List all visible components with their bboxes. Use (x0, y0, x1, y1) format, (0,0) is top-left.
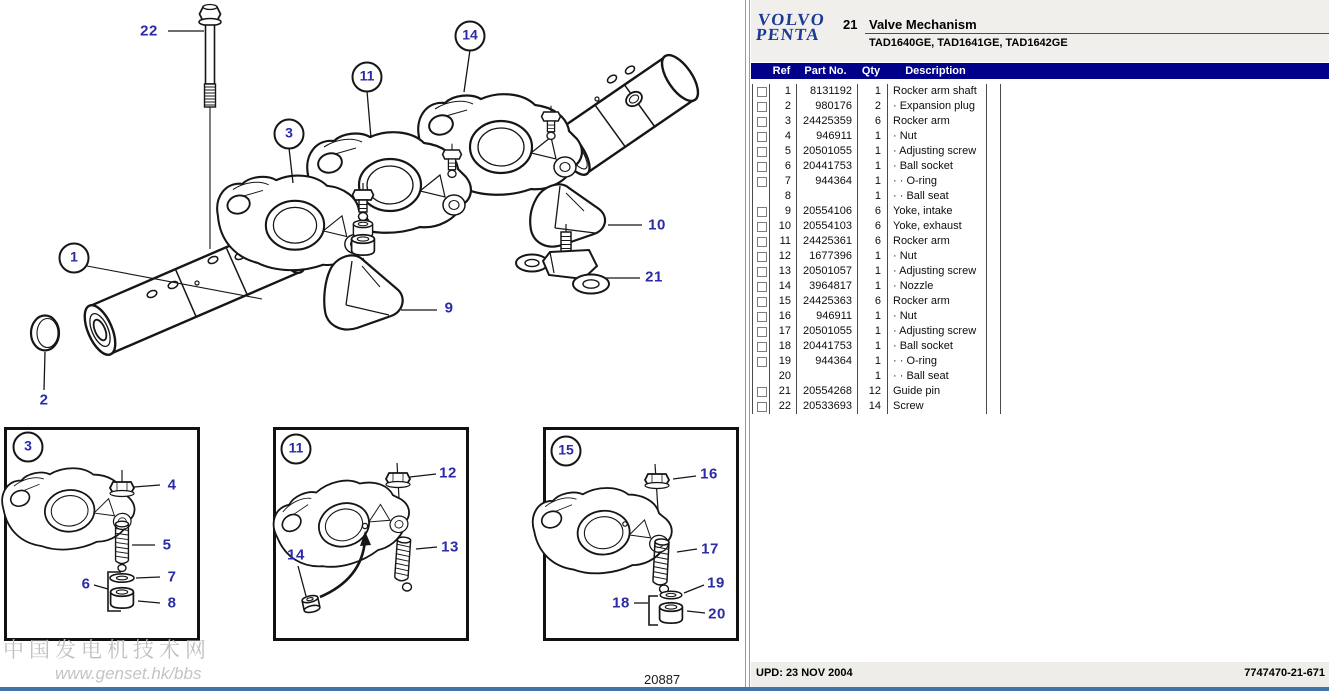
cell-part-no: 20501055 (797, 324, 858, 339)
cell-spacer (987, 309, 1001, 324)
cell-checkbox (753, 399, 770, 414)
detail-rocker-arm-3 (0, 462, 138, 608)
cell-description: · Nut (888, 129, 987, 144)
cell-description: · Adjusting screw (888, 144, 987, 159)
cell-part-no: 24425361 (797, 234, 858, 249)
cell-part-no (797, 369, 858, 384)
cell-qty: 1 (858, 264, 888, 279)
cell-description: · Ball socket (888, 159, 987, 174)
cell-spacer (987, 129, 1001, 144)
cell-ref: 20 (770, 369, 797, 384)
part-checkbox[interactable] (757, 312, 767, 322)
table-row (753, 189, 1001, 204)
header-checkbox-col (751, 63, 768, 79)
cell-description: · · O-ring (888, 354, 987, 369)
table-row (753, 174, 1001, 189)
callout-5: 5 (162, 536, 172, 554)
cell-qty: 6 (858, 114, 888, 129)
cell-ref: 8 (770, 189, 797, 204)
cell-part-no: 20554103 (797, 219, 858, 234)
cell-part-no: 20441753 (797, 159, 858, 174)
cell-checkbox (753, 174, 770, 189)
callout-20: 20 (708, 605, 726, 623)
cell-qty: 1 (858, 279, 888, 294)
part-checkbox[interactable] (757, 87, 767, 97)
cell-qty: 1 (858, 174, 888, 189)
section-number: 21 (843, 17, 858, 32)
table-row (753, 204, 1001, 219)
table-row (753, 249, 1001, 264)
cell-ref: 14 (770, 279, 797, 294)
cell-part-no: 3964817 (797, 279, 858, 294)
cell-checkbox (753, 234, 770, 249)
callout-1: 1 (59, 243, 90, 274)
callout-18: 18 (612, 594, 630, 612)
cell-ref: 2 (770, 99, 797, 114)
cell-part-no: 20554268 (797, 384, 858, 399)
header-ref: Ref (772, 65, 791, 77)
cell-description: · · Ball seat (888, 189, 987, 204)
part-checkbox[interactable] (757, 402, 767, 412)
rocker-arms-drawing (217, 94, 582, 270)
cell-checkbox (753, 204, 770, 219)
figure-number: 20887 (644, 672, 681, 687)
part-checkbox[interactable] (757, 147, 767, 157)
callout-17: 17 (701, 540, 719, 558)
cell-checkbox (753, 294, 770, 309)
cell-spacer (987, 234, 1001, 249)
cell-description: · Nut (888, 249, 987, 264)
watermark-line2: www.genset.hk/bbs (55, 664, 202, 683)
cell-ref: 16 (770, 309, 797, 324)
cell-description: · Nozzle (888, 279, 987, 294)
cell-spacer (987, 144, 1001, 159)
table-row (753, 399, 1001, 414)
cell-checkbox (753, 129, 770, 144)
cell-spacer (987, 279, 1001, 294)
cell-qty: 1 (858, 309, 888, 324)
cell-checkbox (753, 324, 770, 339)
table-row (753, 264, 1001, 279)
part-checkbox[interactable] (757, 177, 767, 187)
callout-15: 15 (551, 436, 582, 467)
callout-3: 3 (13, 432, 44, 463)
cell-ref: 5 (770, 144, 797, 159)
callout-14: 14 (287, 546, 305, 564)
cell-part-no: 20554106 (797, 204, 858, 219)
cell-spacer (987, 339, 1001, 354)
cell-ref: 18 (770, 339, 797, 354)
part-checkbox[interactable] (757, 117, 767, 127)
table-row (753, 339, 1001, 354)
callout-8: 8 (167, 594, 177, 612)
callout-19: 19 (707, 574, 725, 592)
cell-part-no: 20501057 (797, 264, 858, 279)
cell-part-no: 8131192 (797, 84, 858, 99)
page-title: Valve Mechanism (869, 17, 977, 32)
detail-rocker-arm-15 (530, 464, 683, 623)
cell-qty: 1 (858, 369, 888, 384)
cell-checkbox (753, 369, 770, 384)
cell-spacer (987, 264, 1001, 279)
cell-description: Rocker arm shaft (888, 84, 987, 99)
expansion-plug-drawing (31, 316, 59, 351)
cell-description: · Adjusting screw (888, 264, 987, 279)
panel-divider-line (745, 0, 746, 691)
header-description: Description (905, 65, 966, 77)
cell-qty: 6 (858, 219, 888, 234)
cell-part-no: 946911 (797, 309, 858, 324)
part-checkbox[interactable] (757, 237, 767, 247)
part-checkbox[interactable] (757, 297, 767, 307)
table-row (753, 309, 1001, 324)
callout-11: 11 (281, 434, 312, 465)
cell-spacer (987, 174, 1001, 189)
cell-ref: 6 (770, 159, 797, 174)
table-row (753, 129, 1001, 144)
cell-qty: 1 (858, 129, 888, 144)
cell-description: Rocker arm (888, 234, 987, 249)
cell-qty: 1 (858, 144, 888, 159)
cell-qty: 1 (858, 84, 888, 99)
part-checkbox[interactable] (757, 162, 767, 172)
callout-6: 6 (81, 575, 91, 593)
table-row (753, 219, 1001, 234)
cell-spacer (987, 99, 1001, 114)
table-row (753, 384, 1001, 399)
cell-checkbox (753, 249, 770, 264)
cell-checkbox (753, 279, 770, 294)
table-header (751, 63, 1329, 79)
cell-description: · Nut (888, 309, 987, 324)
cell-ref: 9 (770, 204, 797, 219)
cell-spacer (987, 324, 1001, 339)
flange-bolt-drawing (199, 5, 221, 108)
cell-checkbox (753, 384, 770, 399)
cell-ref: 15 (770, 294, 797, 309)
callout-3: 3 (274, 119, 305, 150)
cell-description: · Adjusting screw (888, 324, 987, 339)
cell-spacer (987, 219, 1001, 234)
cell-part-no: 944364 (797, 174, 858, 189)
parts-list-panel (751, 0, 1329, 691)
callout-16: 16 (700, 465, 718, 483)
engine-models: TAD1640GE, TAD1641GE, TAD1642GE (869, 37, 1068, 49)
cell-spacer (987, 384, 1001, 399)
cell-part-no: 1677396 (797, 249, 858, 264)
cell-spacer (987, 84, 1001, 99)
cell-spacer (987, 159, 1001, 174)
cell-description: Yoke, intake (888, 204, 987, 219)
callout-7: 7 (167, 568, 177, 586)
table-row (753, 369, 1001, 384)
cell-ref: 1 (770, 84, 797, 99)
cell-ref: 19 (770, 354, 797, 369)
cell-ref: 13 (770, 264, 797, 279)
logo-line2: PENTA (755, 25, 822, 44)
cell-checkbox (753, 99, 770, 114)
cell-qty: 1 (858, 324, 888, 339)
cell-spacer (987, 369, 1001, 384)
cell-spacer (987, 399, 1001, 414)
cell-checkbox (753, 144, 770, 159)
logo-line1: VOLVO (756, 10, 827, 29)
part-checkbox[interactable] (757, 132, 767, 142)
cell-spacer (987, 204, 1001, 219)
cell-description: · Ball socket (888, 339, 987, 354)
header-spacer (985, 63, 999, 79)
cell-qty: 1 (858, 189, 888, 204)
cell-ref: 11 (770, 234, 797, 249)
table-row (753, 234, 1001, 249)
callout-10: 10 (648, 216, 666, 234)
cell-description: · · O-ring (888, 174, 987, 189)
cell-qty: 1 (858, 159, 888, 174)
header-part-no: Part No. (804, 65, 847, 77)
cell-description: Rocker arm (888, 114, 987, 129)
part-checkbox[interactable] (757, 252, 767, 262)
cell-checkbox (753, 189, 770, 204)
cell-description: Guide pin (888, 384, 987, 399)
cell-qty: 6 (858, 294, 888, 309)
cell-part-no: 24425359 (797, 114, 858, 129)
cell-checkbox (753, 114, 770, 129)
cell-spacer (987, 249, 1001, 264)
table-row (753, 324, 1001, 339)
cell-ref: 22 (770, 399, 797, 414)
callout-22: 22 (140, 22, 158, 40)
cell-description: Rocker arm (888, 294, 987, 309)
cell-checkbox (753, 84, 770, 99)
header-qty: Qty (861, 65, 881, 77)
cell-part-no (797, 189, 858, 204)
callout-9: 9 (444, 299, 454, 317)
callout-14: 14 (455, 21, 486, 52)
cell-checkbox (753, 339, 770, 354)
table-row (753, 279, 1001, 294)
part-checkbox[interactable] (757, 327, 767, 337)
part-checkbox[interactable] (757, 282, 767, 292)
cell-checkbox (753, 159, 770, 174)
volvo-penta-logo (755, 12, 826, 42)
callout-4: 4 (167, 476, 177, 494)
cell-qty: 1 (858, 249, 888, 264)
cell-part-no: 20441753 (797, 339, 858, 354)
window-bottom-edge (0, 687, 1329, 691)
cell-checkbox (753, 354, 770, 369)
yoke-intake-drawing (324, 255, 402, 329)
cell-description: · Expansion plug (888, 99, 987, 114)
table-row (753, 294, 1001, 309)
cell-description: Screw (888, 399, 987, 414)
updated-date: UPD: 23 NOV 2004 (756, 667, 853, 679)
cell-spacer (987, 189, 1001, 204)
cell-ref: 10 (770, 219, 797, 234)
cell-description: · · Ball seat (888, 369, 987, 384)
part-checkbox[interactable] (757, 387, 767, 397)
cell-ref: 4 (770, 129, 797, 144)
cell-ref: 21 (770, 384, 797, 399)
callout-13: 13 (441, 538, 459, 556)
table-row (753, 144, 1001, 159)
cell-checkbox (753, 309, 770, 324)
callout-12: 12 (439, 464, 457, 482)
table-row (753, 354, 1001, 369)
cell-ref: 3 (770, 114, 797, 129)
document-number: 7747470-21-671 (1244, 667, 1325, 679)
cell-checkbox (753, 219, 770, 234)
title-underline (865, 33, 1329, 34)
table-row (753, 99, 1001, 114)
cell-part-no: 980176 (797, 99, 858, 114)
cell-part-no: 24425363 (797, 294, 858, 309)
part-checkbox[interactable] (757, 267, 767, 277)
cell-qty: 6 (858, 204, 888, 219)
cell-checkbox (753, 264, 770, 279)
part-checkbox[interactable] (757, 102, 767, 112)
callout-11: 11 (352, 62, 383, 93)
cell-qty: 1 (858, 339, 888, 354)
cell-ref: 12 (770, 249, 797, 264)
table-row (753, 114, 1001, 129)
part-checkbox[interactable] (757, 357, 767, 367)
part-checkbox[interactable] (757, 342, 767, 352)
watermark-line1: 中国发电机技术网 (3, 639, 211, 662)
cell-description: Yoke, exhaust (888, 219, 987, 234)
cell-spacer (987, 294, 1001, 309)
cell-part-no: 20533693 (797, 399, 858, 414)
callout-2: 2 (39, 391, 49, 409)
cell-qty: 12 (858, 384, 888, 399)
cell-ref: 7 (770, 174, 797, 189)
cell-part-no: 20501055 (797, 144, 858, 159)
cell-qty: 14 (858, 399, 888, 414)
cell-part-no: 944364 (797, 354, 858, 369)
parts-rows (752, 84, 1001, 414)
cell-part-no: 946911 (797, 129, 858, 144)
cell-qty: 2 (858, 99, 888, 114)
callout-21: 21 (645, 268, 663, 286)
footer-bar (751, 662, 1329, 687)
cell-spacer (987, 114, 1001, 129)
table-row (753, 159, 1001, 174)
detail-rocker-arm-11 (266, 463, 419, 614)
cell-qty: 1 (858, 354, 888, 369)
cell-spacer (987, 354, 1001, 369)
table-row (753, 84, 1001, 99)
cell-qty: 6 (858, 234, 888, 249)
panel-divider-line (749, 0, 750, 691)
parts-list-header (751, 0, 1329, 62)
cell-ref: 17 (770, 324, 797, 339)
part-checkbox[interactable] (757, 207, 767, 217)
part-checkbox[interactable] (757, 222, 767, 232)
